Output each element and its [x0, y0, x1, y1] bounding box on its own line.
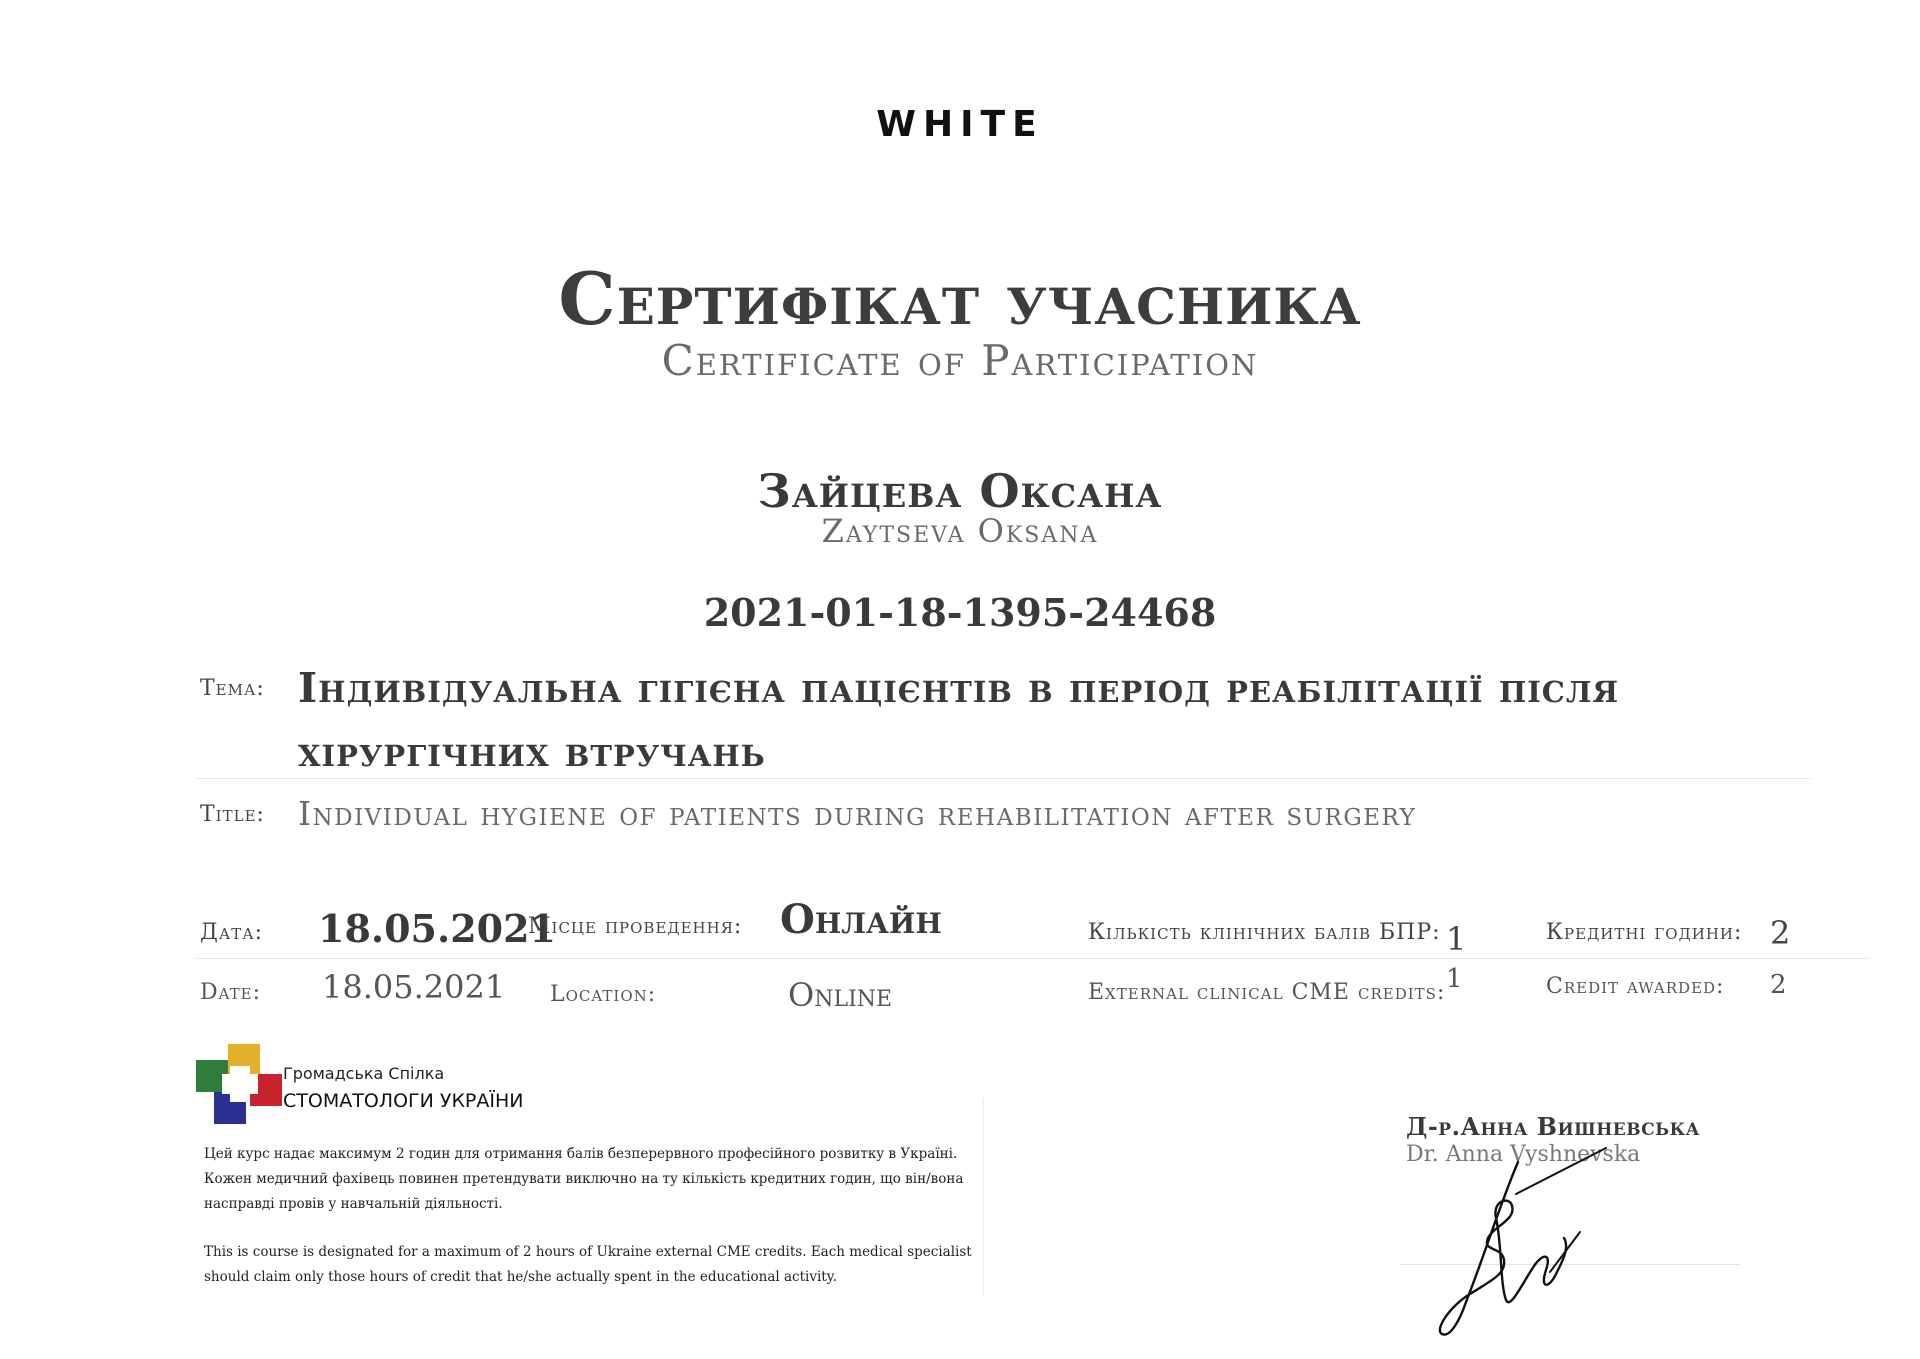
location-label-en: Location: — [550, 982, 657, 1007]
location-label-ua: Місце проведення: — [528, 914, 743, 939]
organization-name-line1: Громадська Спілка — [283, 1064, 445, 1083]
location-value-ua: Онлайн — [780, 896, 942, 943]
cme-label-en: External clinical CME credits: — [1088, 980, 1446, 1005]
date-label-en: Date: — [200, 980, 262, 1005]
topic-label-ua: Тема: — [200, 676, 265, 701]
disclaimer-en: This is course is designated for a maximum of 2 hours of Ukraine external CME credits. Each medical specialist should claim only those hours of credit that he/she actually spent in the educational activity. — [204, 1244, 972, 1285]
certificate-id: 2021-01-18-1395-24468 — [703, 590, 1217, 635]
signatory-name-en: Dr. Anna Vyshnevska — [1406, 1142, 1641, 1167]
date-value-ua: 18.05.2021 — [318, 906, 556, 951]
credit-label-ua: Кредитні години: — [1546, 920, 1743, 945]
participant-name-en: Zaytseva Oksana — [821, 512, 1099, 550]
divider — [195, 958, 1870, 959]
participant-name-ua: Зайцева Оксана — [757, 464, 1163, 518]
organization-logo-icon — [196, 1044, 282, 1124]
location-value-en: Online — [788, 976, 893, 1014]
organization-name-line2: СТОМАТОЛОГИ УКРАЇНИ — [283, 1090, 524, 1112]
date-label-ua: Дата: — [200, 920, 264, 945]
signature-icon — [1430, 1134, 1620, 1344]
credit-value-ua: 2 — [1770, 914, 1791, 952]
topic-value-en: Individual hygiene of patients during rehabilitation after surgery — [298, 794, 1417, 833]
cme-value-en: 1 — [1446, 964, 1463, 994]
vertical-divider — [983, 1098, 984, 1296]
certificate-title-en: Certificate of Participation — [661, 336, 1259, 385]
topic-label-en: Title: — [200, 802, 265, 827]
topic-value-ua: Індивідуальна гігієна пацієнтів в період реабілітації після хірургічних втручань — [298, 664, 1620, 776]
credit-label-en: Credit awarded: — [1546, 974, 1725, 999]
cme-label-ua: Кількість клінічних балів БПР: — [1088, 920, 1441, 945]
disclaimer-ua: Цей курс надає максимум 2 годин для отримання балів безперервного професійного розвитку в Україні. Кожен медичний фахівець повинен претендувати виключно на ту кількість кредитних годин, що він/вона насправді провів у навчальній діяльності. — [204, 1146, 964, 1212]
credit-value-en: 2 — [1770, 970, 1787, 1000]
brand-logo-text: WHITE — [876, 104, 1044, 145]
cme-value-ua: 1 — [1446, 920, 1467, 958]
certificate-title-ua: Сертифікат учасника — [558, 256, 1362, 341]
date-value-en: 18.05.2021 — [322, 968, 506, 1006]
signatory-name-ua: Д-р.Анна Вишневська — [1406, 1112, 1700, 1141]
divider — [195, 778, 1810, 779]
